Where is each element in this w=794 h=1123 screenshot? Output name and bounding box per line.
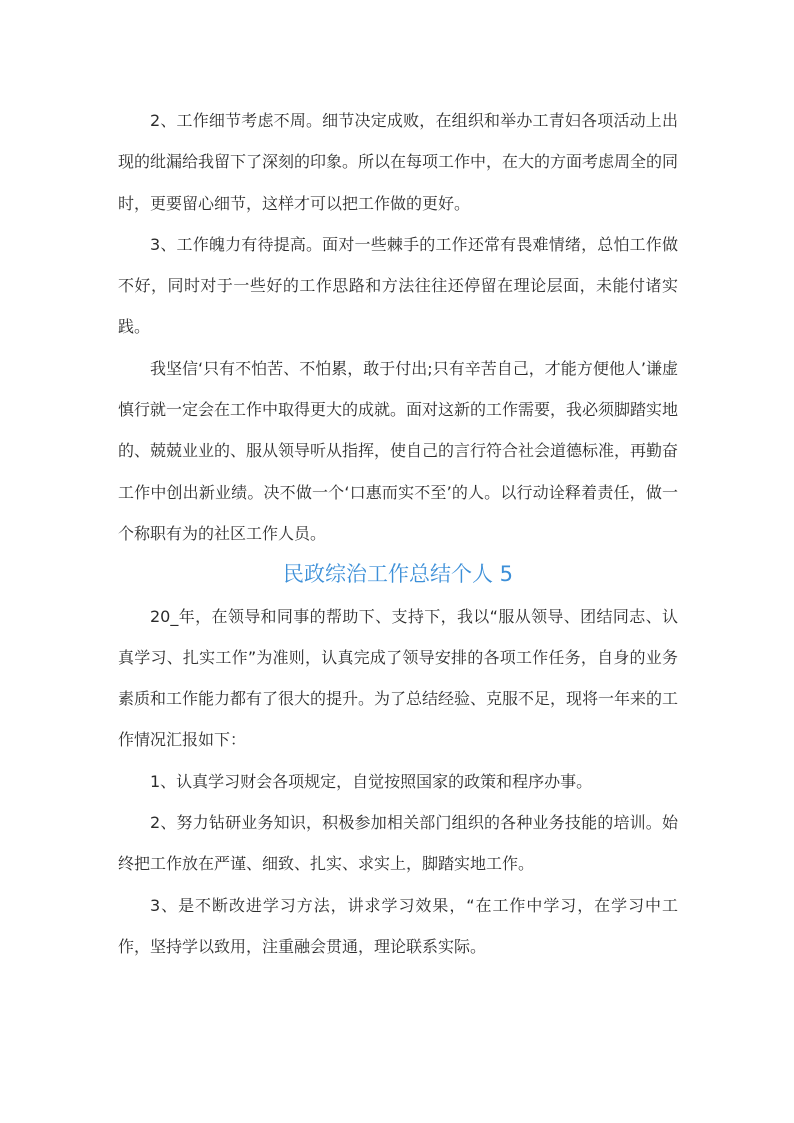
paragraph-intro: 20_年，在领导和同事的帮助下、支持下，我以“服从领导、团结同志、认真学习、扎实工作”为准则，认真完成了领导安排的各项工作任务，自身的业务素质和工作能力都有了很大的提升。为了总结经验、克服不足，现将一年来的工作情况汇报如下：: [118, 606, 679, 750]
section-heading: 民政综治工作总结个人 5: [282, 562, 514, 587]
document-body: [118, 100, 678, 967]
paragraph-item-2: 2、努力钻研业务知识，积极参加相关部门组织的各种业务技能的培训。始终把工作放在严谨、细致、扎实、求实上，脚踏实地工作。: [118, 813, 678, 874]
paragraph-item-3: 3、是不断改进学习方法，讲求学习效果，“在工作中学习，在学习中工作，坚持学以致用，注重融会贯通，理论联系实际。: [118, 895, 678, 956]
paragraph-commitment: 我坚信‘只有不怕苦、不怕累，敢于付出;只有辛苦自己，才能方便他人’谦虚慎行就一定会在工作中取得更大的成就。面对这新的工作需要，我必须脚踏实地的、兢兢业业的、服从领导听从指挥，使自己的言行符合社会道德标准，再勤奋工作中创出新业绩。决不做一个‘口惠而实不至’的人。以行动诠释着责任，做一个称职有为的社区工作人员。: [118, 358, 679, 543]
paragraph-courage-issue: 3、工作魄力有待提高。面对一些棘手的工作还常有畏难情绪，总怕工作做不好，同时对于一些好的工作思路和方法往往还停留在理论层面，未能付诸实践。: [118, 234, 678, 337]
paragraph-item-1: 1、认真学习财会各项规定，自觉按照国家的政策和程序办事。: [150, 771, 593, 791]
paragraph-detail-issue: 2、工作细节考虑不周。细节决定成败，在组织和举办工青妇各项活动上出现的纰漏给我留下了深刻的印象。所以在每项工作中，在大的方面考虑周全的同时，更要留心细节，这样才可以把工作做的更好。: [118, 111, 679, 213]
